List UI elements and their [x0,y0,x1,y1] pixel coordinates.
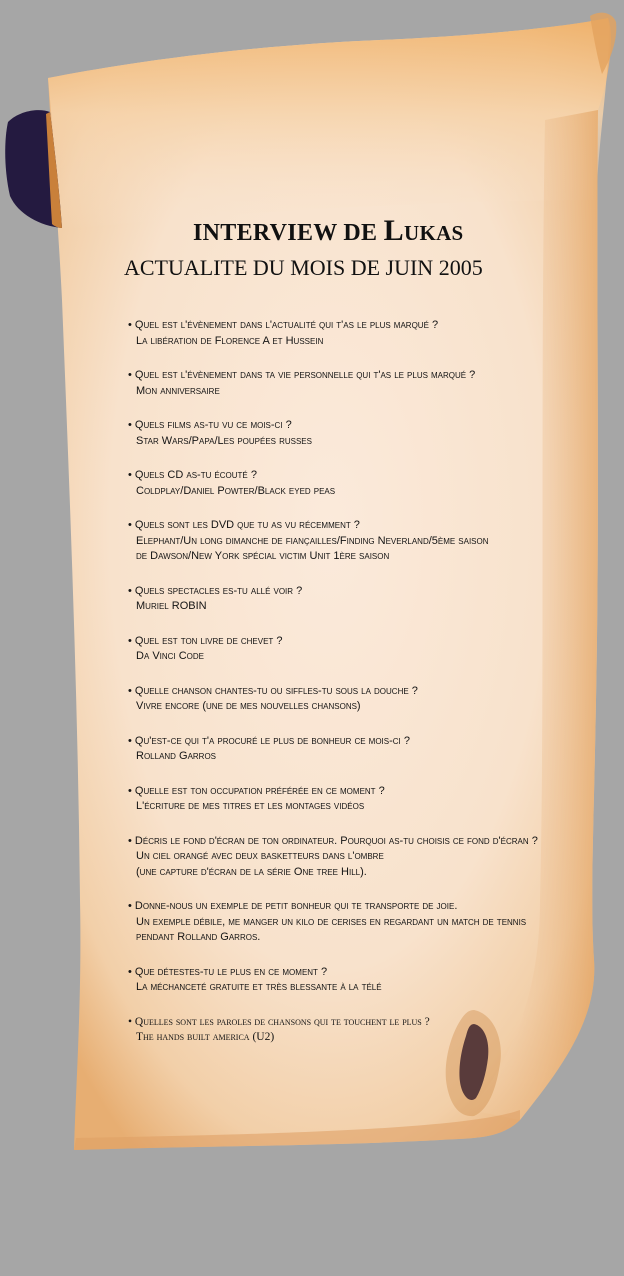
answer: Elephant/Un long dimanche de fiançailles/Finding Neverland/5ème saison de Dawson/New York spécial victim Unit 1ère saison [136,534,489,562]
answer: La méchanceté gratuite et très blessante à la télé [136,981,382,993]
question: • Quelles sont les paroles de chansons qui te touchent le plus ? [128,1015,578,1031]
answer: Un ciel orangé avec deux basketteurs dans l'ombre (une capture d'écran de la série One tree Hill). [136,850,384,878]
question: • Quel est l'évènement dans l'actualité qui t'as le plus marqué ? [128,318,578,334]
answer: L'écriture de mes titres et les montages vidéos [136,800,365,812]
question: • Quelle chanson chantes-tu ou siffles-tu sous la douche ? [128,684,578,700]
qa-item [128,734,578,765]
question: • Quel est l'évènement dans ta vie personnelle qui t'as le plus marqué ? [128,368,578,384]
answer: Vivre encore (une de mes nouvelles chansons) [136,700,361,712]
qa-list [128,318,578,1065]
question: • Donne-nous un exemple de petit bonheur qui te transporte de joie. [128,899,578,915]
qa-item [128,899,578,946]
question: • Quels spectacles es-tu allé voir ? [128,584,578,600]
answer: Un exemple débile, me manger un kilo de cerises en regardant un match de tennis pendant Rolland Garros. [136,915,527,943]
qa-item [128,1015,578,1046]
question: • Qu'est-ce qui t'a procuré le plus de bonheur ce mois-ci ? [128,734,578,750]
qa-item [128,418,578,449]
qa-item [128,518,578,565]
qa-item [128,965,578,996]
answer: Rolland Garros [136,750,217,762]
qa-item [128,834,578,881]
page-title [193,214,464,248]
answer: Mon anniversaire [136,384,220,397]
qa-item [128,784,578,815]
qa-item [128,468,578,499]
qa-item [128,318,578,349]
answer: The hands built america (U2) [136,1031,275,1043]
question: • Quelle est ton occupation préférée en ce moment ? [128,784,578,800]
answer: La libération de Florence A et Hussein [136,334,324,347]
page-subtitle: ACTUALITE DU MOIS DE JUIN 2005 [124,255,483,280]
answer: Da Vinci Code [136,650,205,662]
question: • Quels sont les DVD que tu as vu récemment ? [128,518,578,534]
answer: Star Wars/Papa/Les poupées russes [136,434,312,447]
question: • Quels CD as-tu écouté ? [128,468,578,484]
answer: Muriel ROBIN [136,600,207,612]
qa-item [128,368,578,399]
title-name: Lukas [383,214,464,247]
qa-item [128,584,578,615]
question: • Décris le fond d'écran de ton ordinateur. Pourquoi as-tu choisis ce fond d'écran ? [128,834,578,850]
qa-item [128,684,578,715]
title-prefix: INTERVIEW DE [193,220,384,246]
question: • Quels films as-tu vu ce mois-ci ? [128,418,578,434]
answer: Coldplay/Daniel Powter/Black eyed peas [136,484,336,497]
question: • Quel est ton livre de chevet ? [128,634,578,650]
qa-item [128,634,578,665]
question: • Que détestes-tu le plus en ce moment ? [128,965,578,981]
